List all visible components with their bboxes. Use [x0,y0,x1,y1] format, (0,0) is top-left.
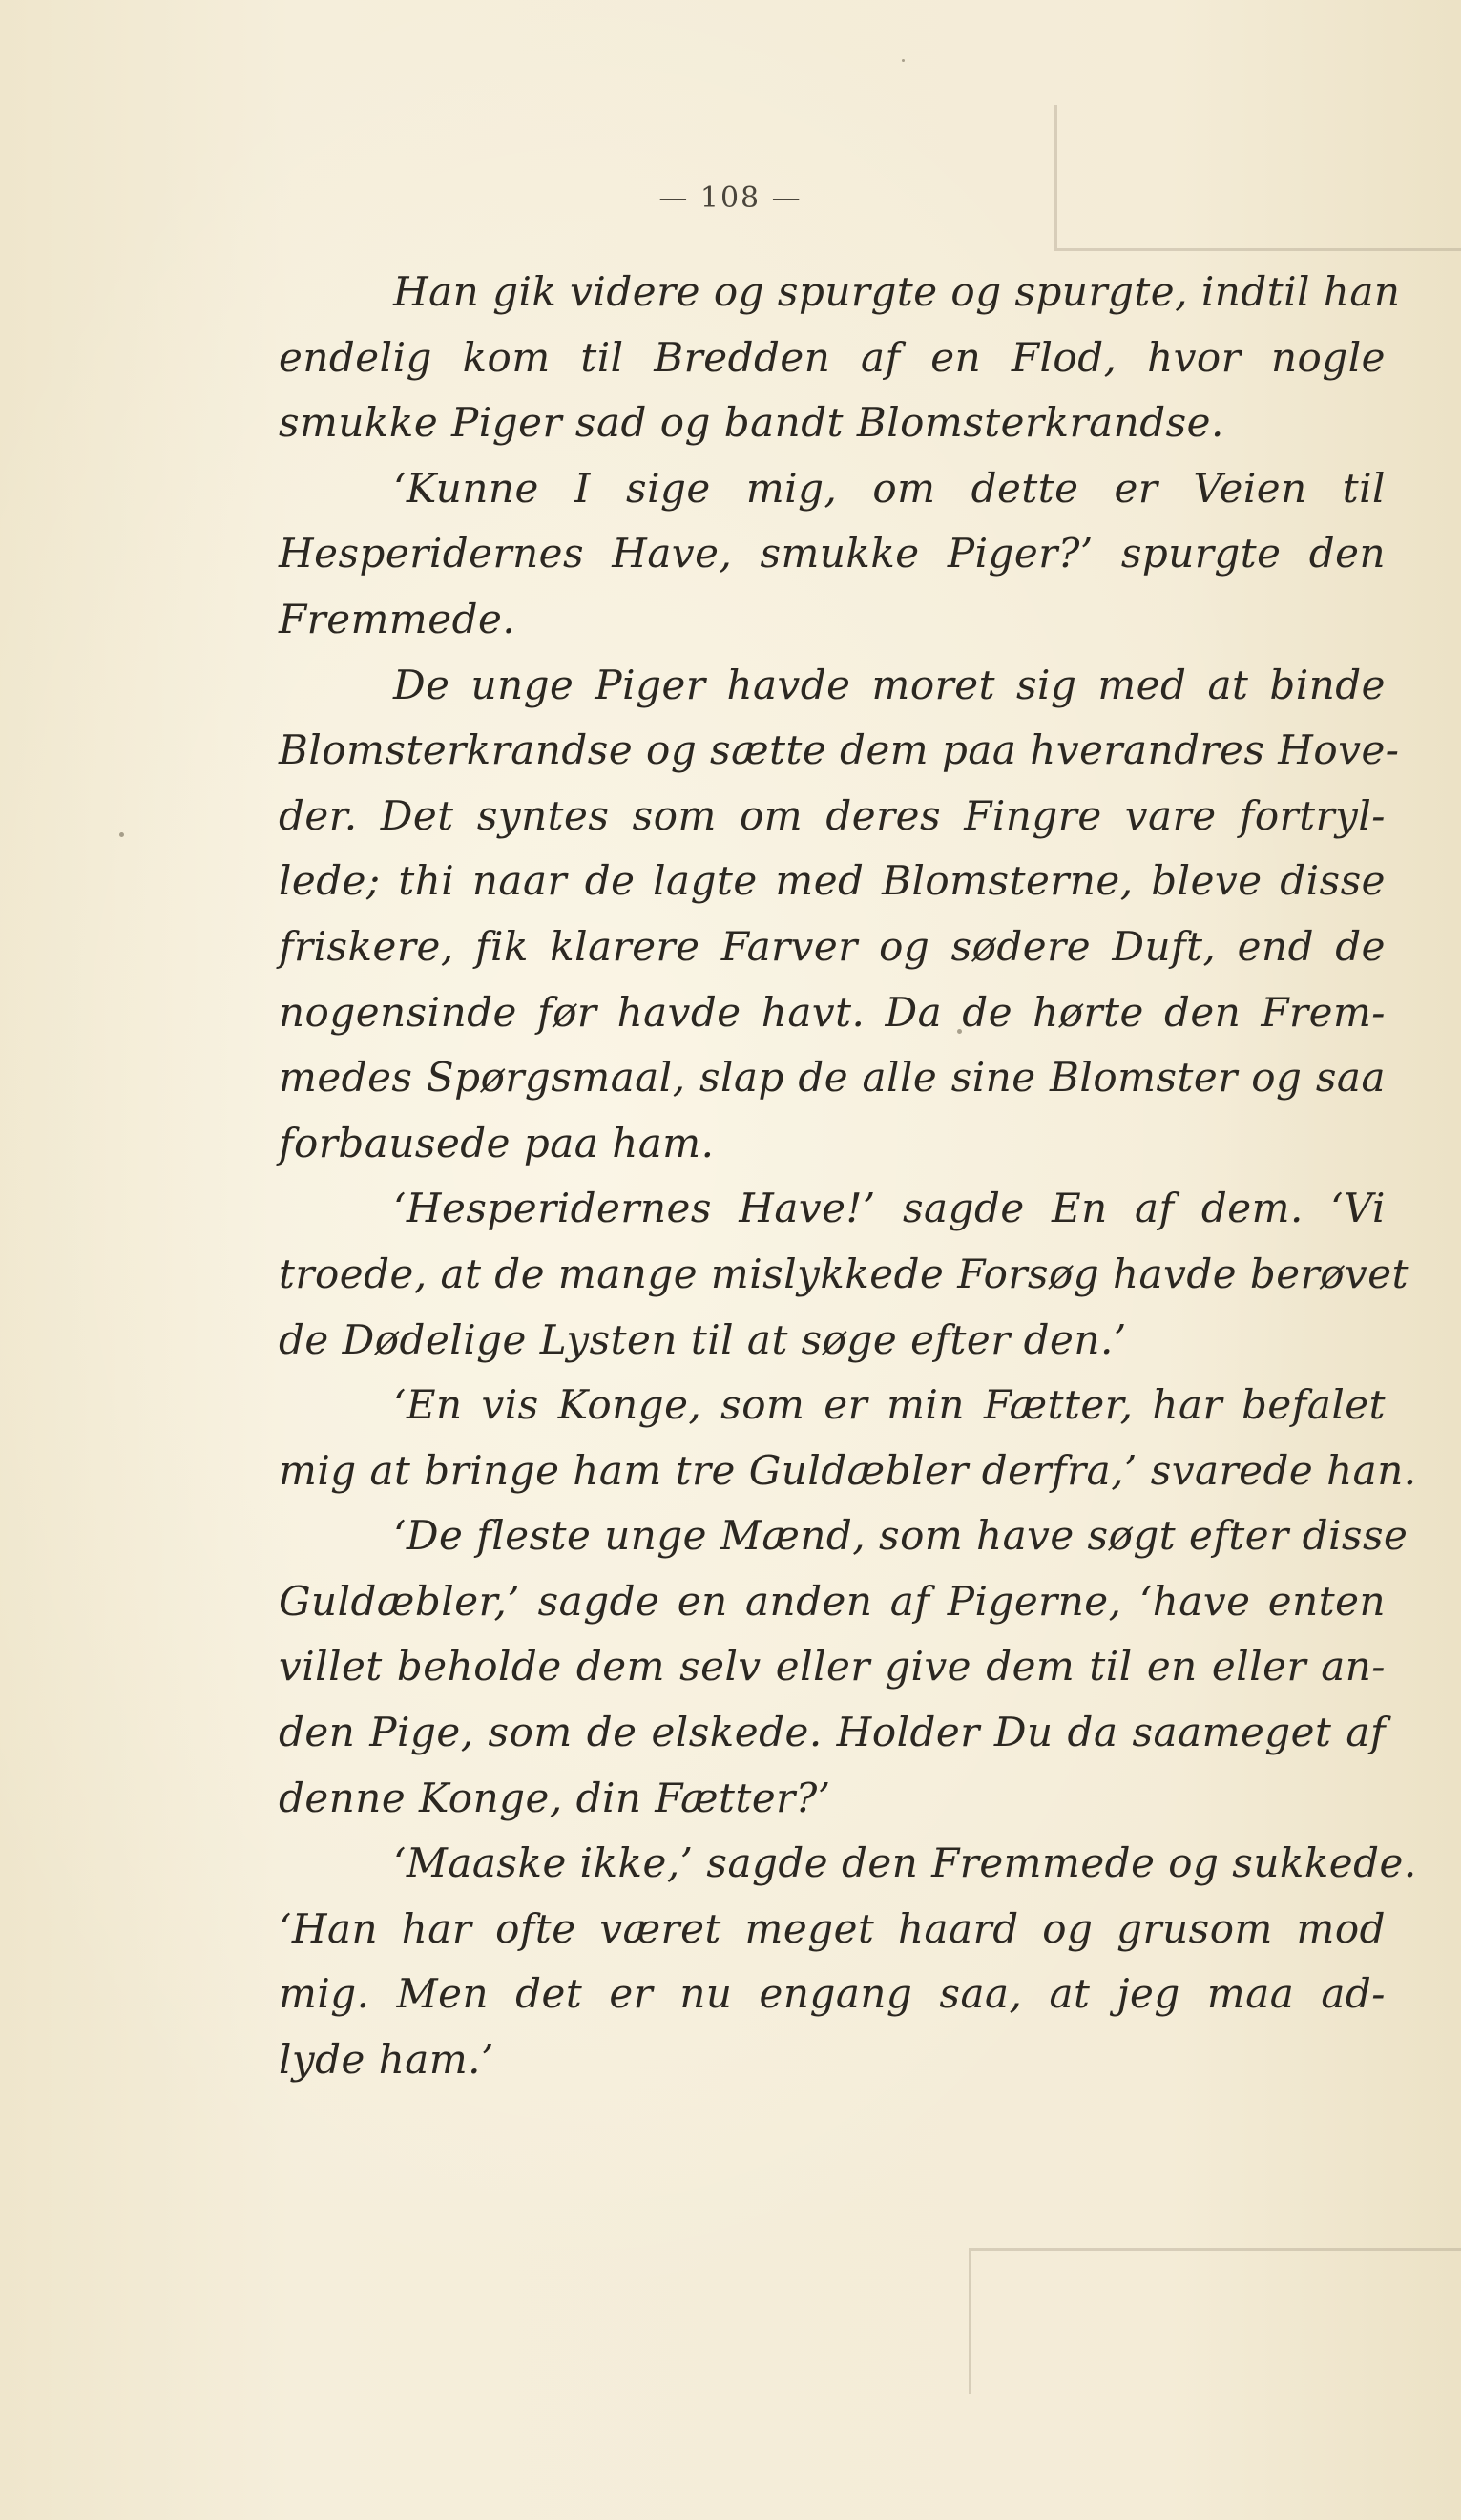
text-line: den Pige, som de elskede. Holder Du da saameget af [279,1709,1386,1756]
text-line: troede, at de mange mislykkede Forsøg havde berøvet [279,1250,1409,1297]
text-line: Blomsterkrandse og sætte dem paa hverandres Hove- [279,726,1400,774]
text-line: endelig kom til Bredden af en Flod, hvor nogle [279,333,1386,381]
text-line: lyde ham.’ [279,2036,494,2084]
text-line: ‘Hesperidernes Have!’ sagde En af dem. ‘Vi [393,1185,1386,1232]
paper-speck [119,832,124,837]
text-line: De unge Piger havde moret sig med at binde [393,661,1386,708]
text-line: ‘De fleste unge Mænd, som have søgt efter disse [393,1512,1409,1560]
body-text [279,260,1417,2093]
text-line: ‘Han har ofte været meget haard og grusom mod [279,1904,1386,1952]
text-line: Fremmede. [279,595,516,642]
bleed-through-rectangle-top [1054,105,1461,251]
text-line: lede; thi naar de lagte med Blomsterne, bleve disse [279,857,1386,905]
text-line: nogensinde før havde havt. Da de hørte den Frem- [279,988,1386,1036]
text-line: Han gik videre og spurgte og spurgte, indtil han [393,268,1401,315]
text-line: villet beholde dem selv eller give dem til en eller an- [279,1643,1386,1690]
text-line: Hesperidernes Have, smukke Piger?’ spurgte den [279,530,1386,578]
text-line: mig. Men det er nu engang saa, at jeg maa ad- [279,1970,1386,2018]
text-line: der. Det syntes som om deres Fingre vare fortryl- [279,791,1386,839]
text-line: ‘Kunne I sige mig, om dette er Veien til [393,464,1386,512]
text-line: medes Spørgsmaal, slap de alle sine Blomster og saa [279,1054,1386,1102]
text-line: ‘Maaske ikke,’ sagde den Fremmede og sukkede. [393,1839,1417,1887]
text-line: friskere, fik klarere Farver og sødere Duft, end de [279,922,1386,970]
bleed-through-rectangle-bottom [969,2248,1461,2394]
paper-speck [902,59,905,62]
text-line: mig at bringe ham tre Guldæbler derfra,’ svarede han. [279,1446,1417,1494]
page-number: — 108 — [658,181,803,215]
text-line: forbausede paa ham. [279,1119,715,1166]
text-line: de Dødelige Lysten til at søge efter den.’ [279,1315,1127,1363]
text-line: denne Konge, din Fætter?’ [279,1774,831,1821]
text-line: smukke Piger sad og bandt Blomsterkrandse. [279,399,1224,447]
text-line: Guldæbler,’ sagde en anden af Pigerne, ‘have enten [279,1577,1386,1625]
text-line: ‘En vis Konge, som er min Fætter, har befalet [393,1381,1386,1429]
